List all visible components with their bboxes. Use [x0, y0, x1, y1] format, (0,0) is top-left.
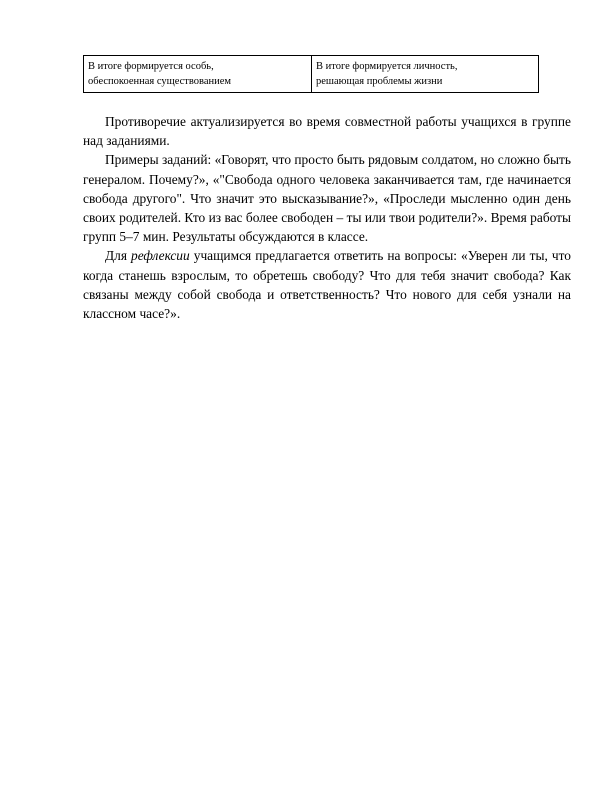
paragraph-task-examples: Примеры заданий: «Говорят, что просто быть рядовым солдатом, но сложно быть генералом. Почему?», «"Свобода одного человека заканчивается там, где начинается свобода другого". Что значит это высказывание?», «Проследи мысленно один день своих родителей. Кто из вас более свободен – ты или твои родители?». Время работы групп 5–7 мин. Результаты обсуждаются в классе. [83, 152, 571, 245]
table-cell-text: обеспокоенная существованием [88, 76, 232, 87]
table-cell-left [84, 56, 312, 93]
reflection-intro-text: Для [105, 248, 132, 264]
reflection-italic-term: рефлексии [131, 248, 190, 264]
body-text [83, 112, 571, 323]
reflection-questions-text: учащимся предлагается ответить на вопросы: «Уверен ли ты, что когда станешь взрослым, то обретешь свободу? Что для тебя значит свобода? Как связаны между собой свобода и ответственность? Что нового для себя узнали на классном часе?». [83, 248, 571, 322]
paragraph-contradiction: Противоречие актуализируется во время совместной работы учащихся в группе над заданиями. [83, 114, 571, 149]
table-cell-text: В итоге формируется особь, [88, 61, 214, 72]
table-row [84, 56, 539, 93]
table-cell-text: решающая проблемы жизни [316, 76, 443, 87]
table-cell-right [312, 56, 539, 93]
table-cell-text: В итоге формируется личность, [316, 61, 458, 72]
comparison-table [83, 55, 539, 93]
paragraph-reflection [83, 246, 571, 323]
